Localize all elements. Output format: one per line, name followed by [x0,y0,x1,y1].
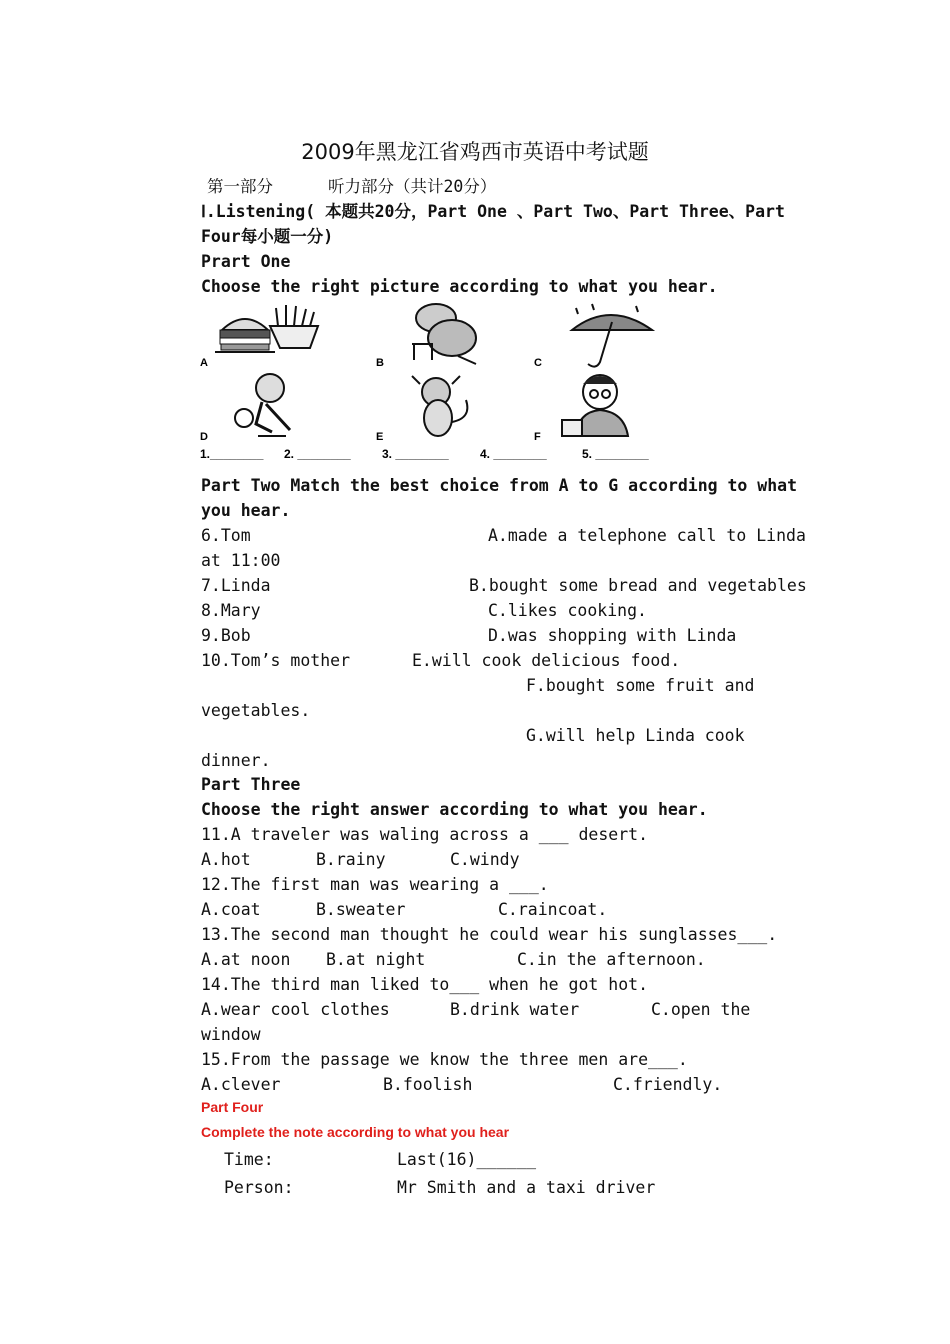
blank-5: 5. ________ [582,447,649,461]
question-13: 13.The second man thought he could wear his sunglasses___. [201,925,778,944]
part-two-instruction-2: you hear. [201,501,291,520]
pic-letter-b: B [376,357,384,369]
boy-football-icon [235,374,290,436]
q14-option-a: A.wear cool clothes [201,1000,390,1019]
part-four-instruction: Complete the note according to what you hear [201,1124,510,1140]
match-left-9: 9.Bob [201,626,251,645]
section-part: 第一部分 [207,177,273,196]
section-name: 听力部分（共计20分） [328,177,497,196]
q14-option-c: C.open the [651,1000,751,1019]
match-right-f-cont: vegetables. [201,701,311,720]
match-right-g-cont: dinner. [201,751,271,770]
match-left-6: 6.Tom [201,526,251,545]
blank-1: 1.________ [200,447,264,461]
match-right-c: C.likes cooking. [488,601,647,620]
match-left-6b: at 11:00 [201,551,281,570]
listening-heading: Ⅰ.Listening( 本题共20分，Part One 、Part Two、Part Three、Part [201,202,785,221]
pic-letter-c: C [534,357,542,369]
q12-option-b: B.sweater [316,900,406,919]
match-left-8: 8.Mary [201,601,261,620]
part-one-instruction: Choose the right picture according to what you hear. [201,277,718,296]
q11-option-a: A.hot [201,850,251,869]
q14-option-b: B.drink water [450,1000,580,1019]
part-three-label: Part Three [201,775,301,794]
match-right-a: A.made a telephone call to Linda [488,526,806,545]
monkey-icon [412,376,467,436]
note-time-label: Time: [224,1150,274,1169]
pic-letter-f: F [534,431,541,443]
q15-option-c: C.friendly. [613,1075,723,1094]
man-glasses-icon [562,375,628,436]
question-11: 11.A traveler was waling across a ___ desert. [201,825,649,844]
note-person-value: Mr Smith and a taxi driver [397,1178,656,1197]
q13-option-c: C.in the afternoon. [517,950,706,969]
burger-fries-icon [215,305,318,352]
q11-option-c: C.windy [450,850,520,869]
pic-letter-e: E [376,431,384,443]
match-right-g: G.will help Linda cook [526,726,745,745]
pic-letter-d: D [200,431,208,443]
umbrella-rain-icon [572,304,652,367]
part-one-label: Prart One [201,252,291,271]
listening-heading-2: Four每小题一分) [201,227,334,246]
blank-4: 4. ________ [480,447,547,461]
part-four-label: Part Four [201,1099,264,1115]
q11-option-b: B.rainy [316,850,386,869]
blank-2: 2. ________ [284,447,351,461]
match-right-e: E.will cook delicious food. [412,651,681,670]
q12-option-a: A.coat [201,900,261,919]
match-left-10: 10.Tom’s mother [201,651,351,670]
part-two-instruction: Part Two Match the best choice from A to G according to what [201,476,798,495]
question-15: 15.From the passage we know the three men are___. [201,1050,688,1069]
page-title: 2009年黑龙江省鸡西市英语中考试题 [301,140,649,164]
q15-option-a: A.clever [201,1075,281,1094]
match-right-b: B.bought some bread and vegetables [469,576,807,595]
match-right-d: D.was shopping with Linda [488,626,737,645]
part-three-instruction: Choose the right answer according to what you hear. [201,800,708,819]
note-person-label: Person: [224,1178,294,1197]
picture-grid-svg [200,300,670,468]
note-time-value: Last(16)______ [397,1150,537,1169]
match-left-7: 7.Linda [201,576,271,595]
q13-option-b: B.at night [326,950,426,969]
picture-grid [200,300,670,468]
pic-letter-a: A [200,357,208,369]
q12-option-c: C.raincoat. [498,900,608,919]
question-14: 14.The third man liked to___ when he got hot. [201,975,649,994]
animal-chair-icon [412,304,476,364]
match-right-f: F.bought some fruit and [526,676,755,695]
blank-3: 3. ________ [382,447,449,461]
q13-option-a: A.at noon [201,950,291,969]
question-12: 12.The first man was wearing a ___. [201,875,549,894]
q14-option-c-cont: window [201,1025,261,1044]
q15-option-b: B.foolish [383,1075,473,1094]
